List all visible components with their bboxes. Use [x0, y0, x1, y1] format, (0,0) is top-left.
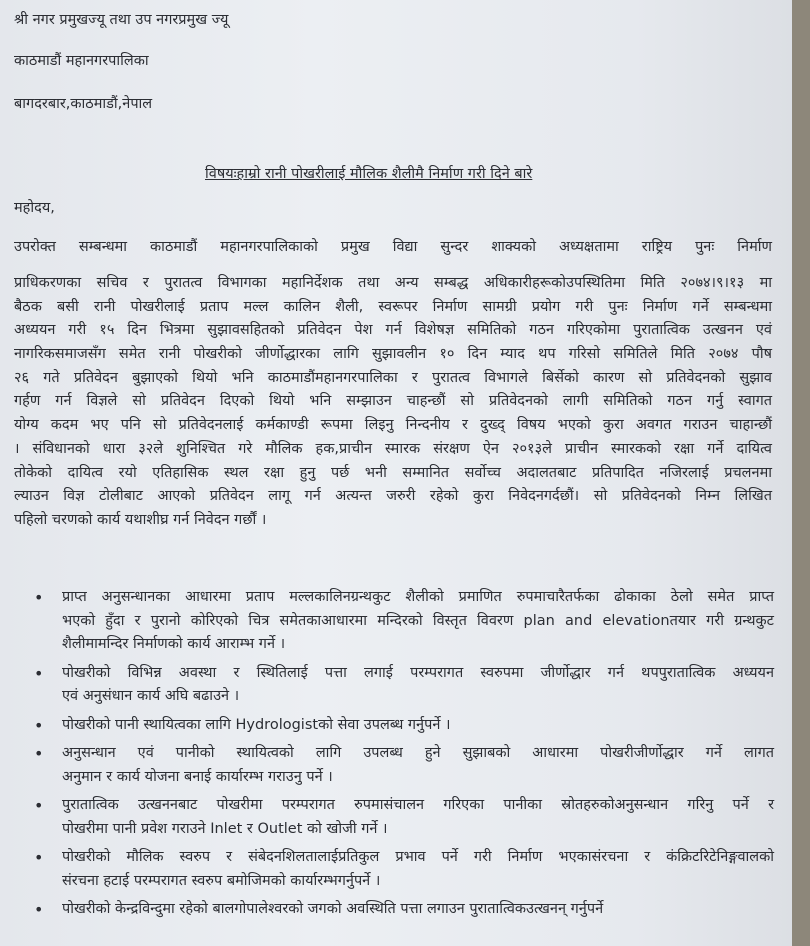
- list-item: [34, 742, 774, 789]
- letter-body: [14, 272, 772, 533]
- body-line: गर्हण गर्न विज्ञले सो प्रतिवेदन दिएको थियो भनि सम्झाउन चाहन्छौं सो प्रतिवेदनको लागी समितिको गठन गर्नु स्वागत: [14, 393, 772, 410]
- body-line: पहिलो चरणको कार्य यथाशीघ्र गर्न निवेदन गर्छौं ।: [14, 511, 267, 528]
- list-item: [34, 586, 774, 657]
- list-item-line: • पोखरीको विभिन्न अवस्था र स्थितिलाई पत्ता लगाई परम्परागत स्वरुपमा जीर्णोद्धार गर्न थपपुरातात्विक अध्ययन: [62, 664, 774, 681]
- body-line: प्राधिकरणका सचिव र पुरातत्व विभागका महानिर्देशक तथा अन्य सम्बद्ध अधिकारीहरूकोउपस्थितिमा मिति २०७४।९।१३ मा: [14, 275, 772, 291]
- list-item-line: • पोखरीको केन्द्रविन्दुमा रहेको बालगोपालेश्वरको जगको अवस्थिति पत्ता लगाउन पुरातात्विकउत्खनन् गर्नुपर्ने: [62, 901, 604, 917]
- request-list: [34, 586, 774, 927]
- list-item-line: • पोखरीको मौलिक स्वरुप र संबेदनशिलतालाईप्रतिकुल प्रभाव पर्ने गरी निर्माण भएकासंरचना र कंक्रिटरिटेनिङ्गवालको: [62, 849, 774, 865]
- list-item-line: भएको हुँदा र पुरानो कोरिएको चित्र समेतकाआधारमा मन्दिरको विस्तृत विवरण plan and elevationतयार गरी ग्रन्थकुट: [62, 612, 774, 629]
- list-item-line: • पुरातात्विक उत्खननबाट पोखरीमा परम्परागत रुपमासंचालन गरिएका पानीका स्रोतहरुकोअनुसन्धान गरिनु पर्ने र: [62, 797, 774, 813]
- body-line: तोकेको दायित्व रयो एतिहासिक स्थल रक्षा हुनु पर्छ भनी सम्मानित सर्वोच्च अदालतबाट प्रतिपादित नजिरलाई प्रचलनमा: [14, 464, 772, 481]
- salutation: महोदय,: [14, 200, 55, 216]
- recipient-office: काठमाडौं महानगरपालिका: [14, 53, 149, 69]
- list-item-line: संरचना हटाई परम्परागत स्वरुप बमोजिमको कार्यारम्भगर्नुपर्ने ।: [62, 872, 381, 889]
- body-line: । संविधानको धारा ३२ले शुनिश्चित गरे मौलिक हक,प्राचीन स्मारक संरक्षण ऐन २०१३ले प्राचीन स्मारकको रक्षा गर्ने दायित्व: [14, 440, 772, 457]
- body-line: ल्याउन विज्ञ टोलीबाट आएको प्रतिवेदन लागू गर्न अत्यन्त जरुरी रहेको कुरा निवेदनगर्दछौं। सो प्रतिवेदनको निम्न लिखित: [14, 488, 772, 505]
- list-item: [34, 794, 774, 841]
- body-line: नागरिकसमाजसँग समेत रानी पोखरीको जीर्णोद्धारका लागि सुझावलीन १० दिन म्याद थप गरिसो समितिले मिति २०७४ पौष: [14, 346, 772, 363]
- list-item-line: शैलीमामन्दिर निर्माणको कार्य आराम्भ गर्ने ।: [62, 636, 286, 652]
- list-item: [34, 898, 774, 922]
- body-line: २६ गते प्रतिवेदन बुझाएको थियो भनि काठमाडौंमहानगरपालिका र पुरातत्व विभागले बिर्सेको कारण सो प्रतिवेदनको सुझाव: [14, 369, 772, 386]
- list-item-line: • अनुसन्धान एवं पानीको स्थायित्वको लागि उपलब्ध हुने सुझाबको आधारमा पोखरीजीर्णोद्धार गर्ने लागत: [62, 745, 774, 761]
- recipient-location: बागदरबार,काठमाडौं,नेपाल: [14, 96, 153, 112]
- body-line: अध्ययन गरी १५ दिन भित्रमा सुझावसहितको प्रतिवेदन पेश गर्न विशेषज्ञ समितिको गठन गरिएकोमा पुरातात्विक उत्खनन एवं: [14, 322, 772, 339]
- body-line: योग्य कदम भए पनि सो प्रतिवेदनलाई कर्मकाण्डी रूपमा लिइनु निन्दनीय र दुख्द् विषय भएको कुरा अवगत गराउन चाहान्छौं: [14, 417, 772, 434]
- list-item: [34, 846, 774, 893]
- letter-subject: विषयःहाम्रो रानी पोखरीलाई मौलिक शैलीमै निर्माण गरी दिने बारे: [205, 166, 533, 182]
- intro-line: उपरोक्त सम्बन्धमा काठमाडौं महानगरपालिकाको प्रमुख विद्या सुन्दर शाक्यको अध्यक्षतामा राष्ट्रिय पुनः निर्माण: [14, 239, 772, 255]
- list-item-line: एवं अनुसंधान कार्य अघि बढाउने ।: [62, 688, 240, 704]
- body-line: बैठक बसी रानी पोखरीलाई प्रताप मल्ल कालिन शैली, स्वरूपर निर्माण सामग्री प्रयोग गरी पुनः निर्माण गर्ने सम्बन्धमा: [14, 298, 772, 315]
- list-item: [34, 662, 774, 709]
- list-item: [34, 714, 774, 738]
- recipient-line: श्री नगर प्रमुखज्यू तथा उप नगरप्रमुख ज्यू: [14, 12, 229, 28]
- list-item-line: • पोखरीको पानी स्थायित्वका लागि Hydrologistको सेवा उपलब्ध गर्नुपर्ने ।: [62, 716, 451, 733]
- list-item-line: • प्राप्त अनुसन्धानका आधारमा प्रताप मल्लकालिनग्रन्थकुट शैलीको प्रमाणित रुपमाचारैतर्फका ढोकाका ठेलो समेत प्राप्त: [62, 589, 774, 605]
- list-item-line: अनुमान र कार्य योजना बनाई कार्यारम्भ गराउनु पर्ने ।: [62, 768, 333, 785]
- list-item-line: पोखरीमा पानी प्रवेश गराउने Inlet र Outlet को खोजी गर्ने ।: [62, 820, 388, 837]
